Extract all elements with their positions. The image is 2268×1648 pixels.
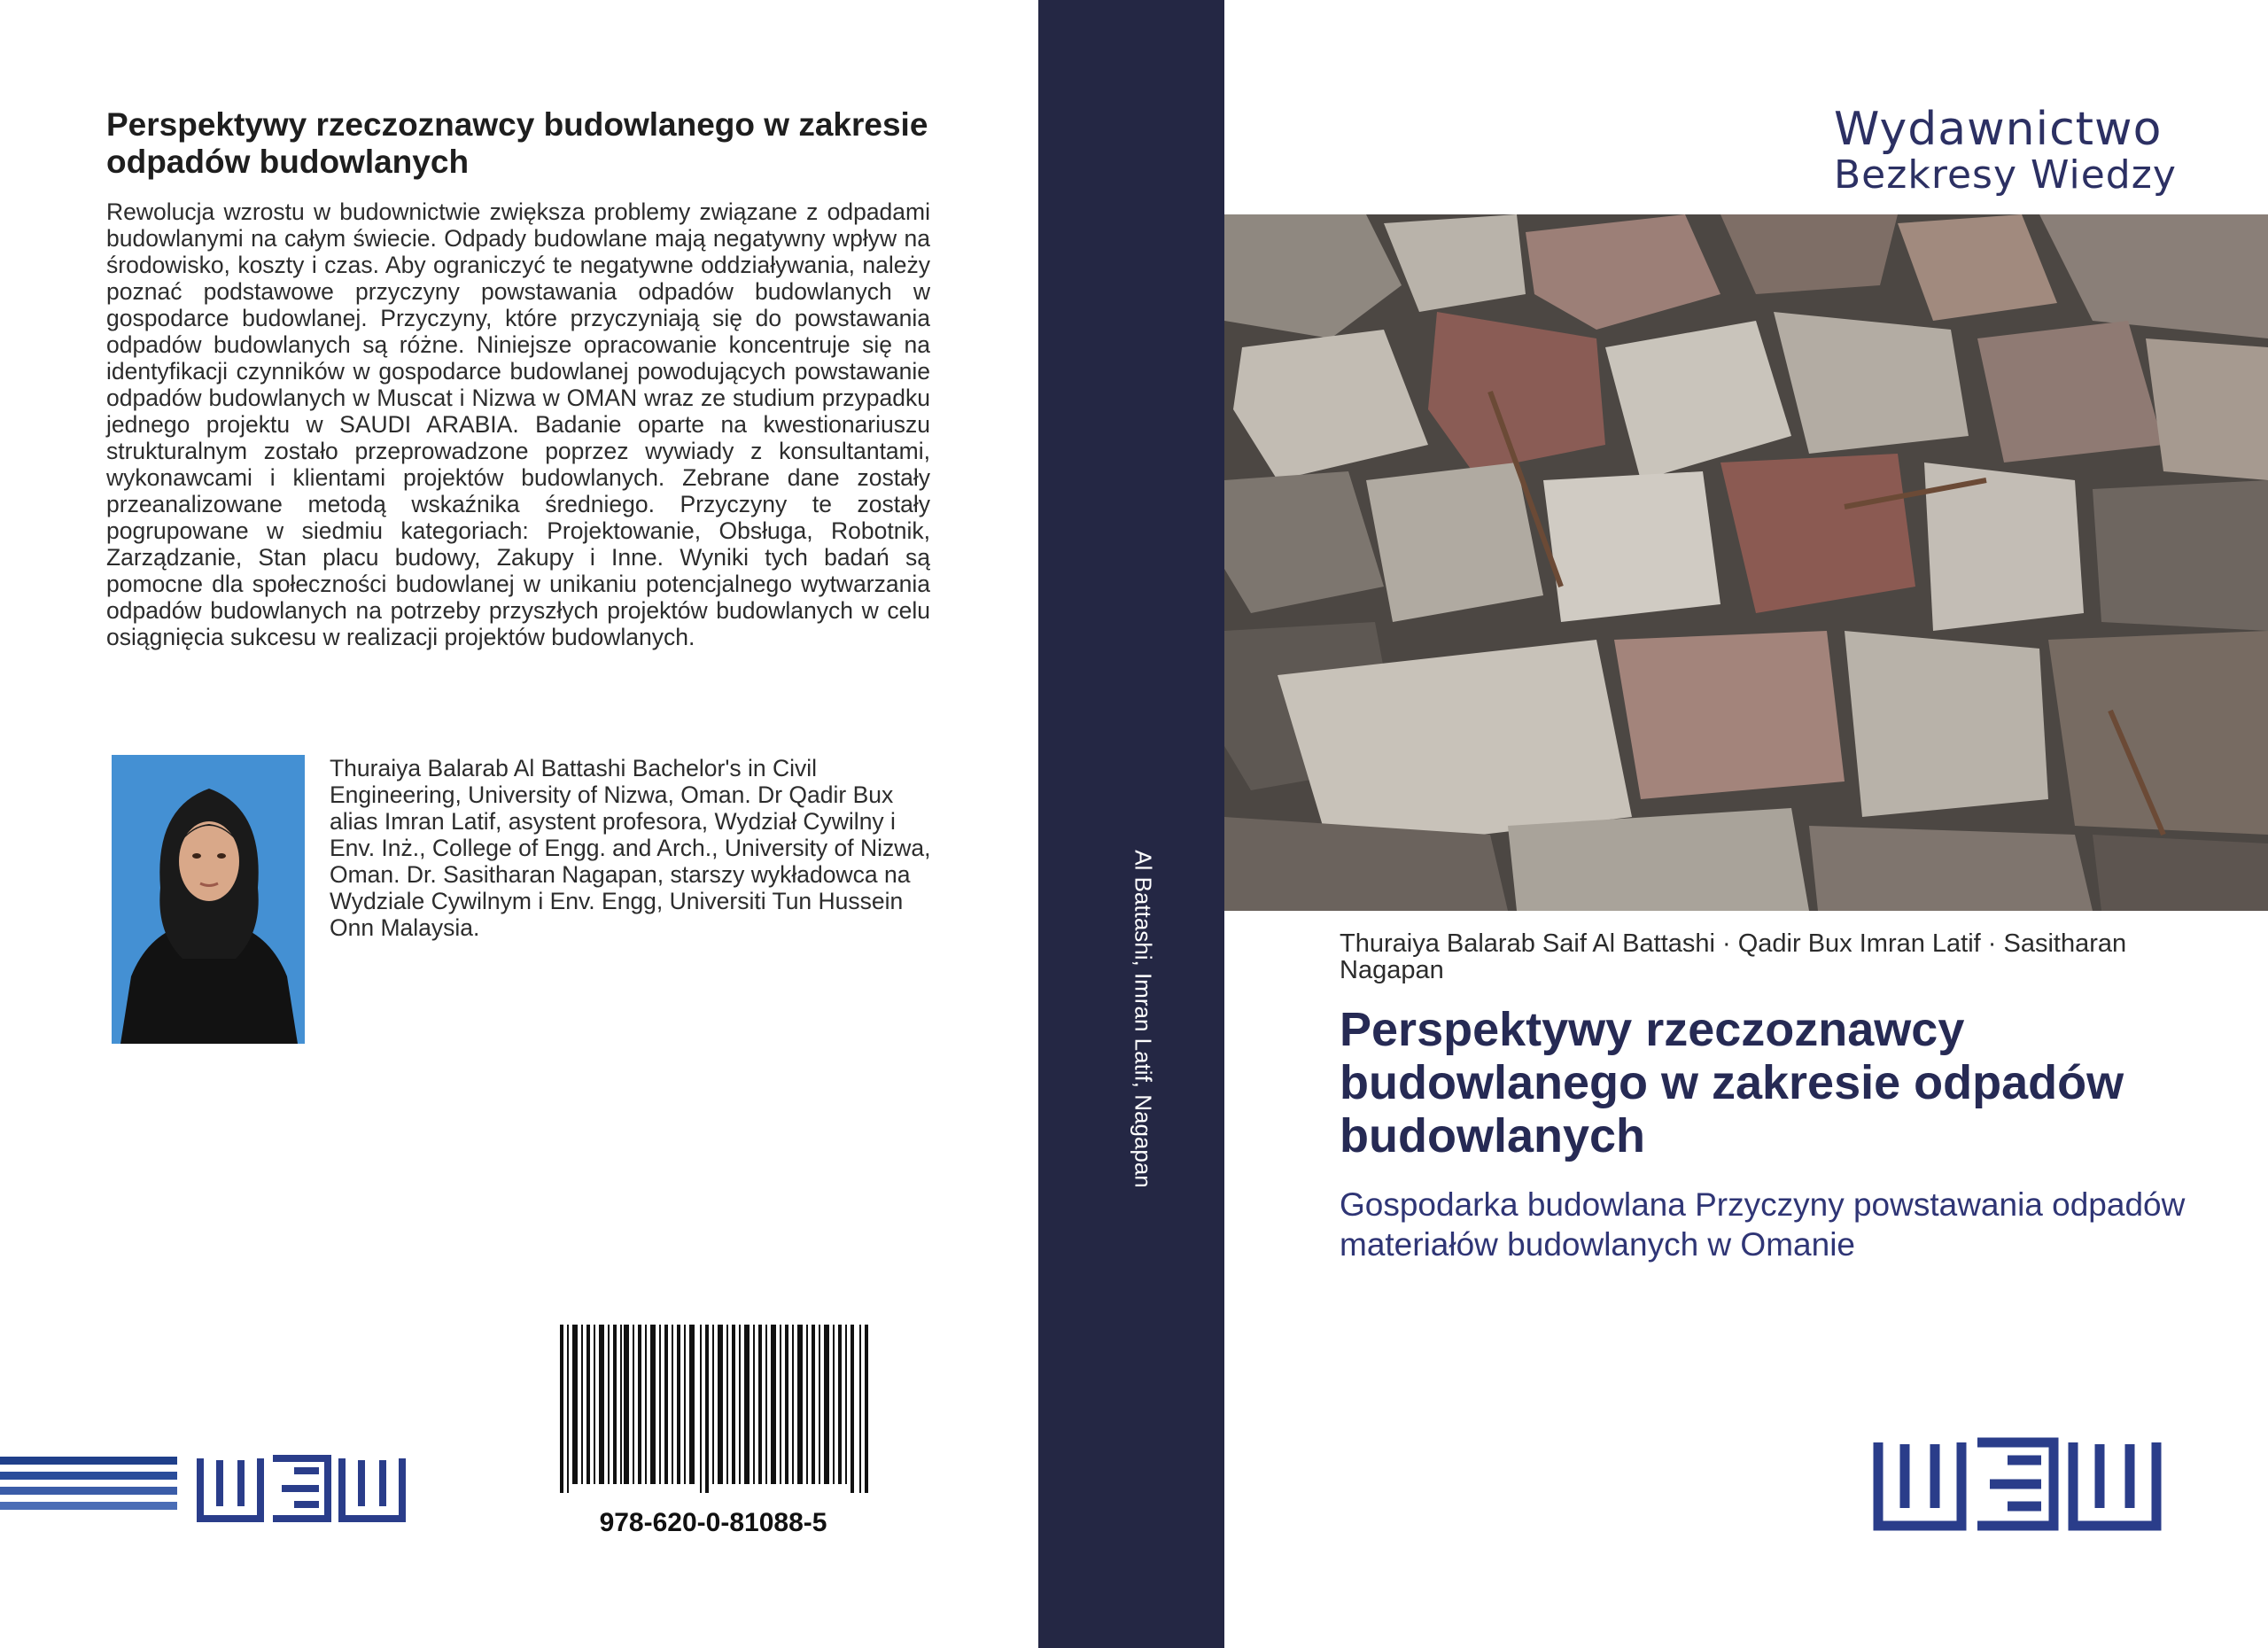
back-cover-title: Perspektywy rzeczoznawcy budowlanego w zakresie odpadów budowlanych <box>106 106 928 180</box>
front-cover-authors: Thuraiya Balarab Saif Al Battashi · Qadir Bux Imran Latif · Sasitharan Nagapan <box>1340 929 2127 984</box>
barcode <box>558 1325 868 1493</box>
isbn: 978-620-0-81088-5 <box>599 1508 827 1537</box>
front-cover-subtitle: Gospodarka budowlana Przyczyny powstawania odpadów materiałów budowlanych w Omanie <box>1340 1186 2186 1263</box>
spine-authors: Al Battashi, Imran Latif, Nagapan <box>1130 850 1157 1188</box>
publisher-logo <box>195 1453 408 1526</box>
back-cover <box>0 0 1038 1648</box>
front-cover-title: Perspektywy rzeczoznawcy budowlanego w zakresie odpadów budowlanych <box>1340 1003 2124 1162</box>
logo-stripes <box>0 1453 177 1524</box>
cover-photo-rubble <box>1224 214 2268 911</box>
publisher-line-2: Bezkresy Wiedzy <box>1834 152 2177 198</box>
spine <box>1038 0 1224 1648</box>
publisher-wordmark <box>1834 105 2188 197</box>
back-cover-blurb: Rewolucja wzrostu w budownictwie zwiększa problemy związane z odpadami budowlanymi na całym świecie. Odpady budowlane mają negatywny wpływ na środowisko, koszty i czas. Aby ograniczyć te negatywne oddziaływania, należy poznać podstawowe przyczyny powstawania odpadów budowlanych w gospodarce budowlanej. Przyczyny, które przyczyniają się do powstawania odpadów budowlanych są różne. Niniejsze opracowanie koncentruje się na identyfikacji czynników w gospodarce budowlanej powodujących powstawanie odpadów budowlanych w Muscat i Nizwa w OMAN wraz ze studium przypadku jednego projektu w SAUDI ARABIA. Badanie oparte na kwestionariuszu strukturalnym zostało przeprowadzone poprzez wywiady z konsultantami, wykonawcami i klientami projektów budowlanych. Zebrane dane zostały przeanalizowane metodą wskaźnika średniego. Przyczyny te zostały pogrupowane w siedmiu kategoriach: Projektowanie, Obsługa, Robotnik, Zarządzanie, Stan placu budowy, Zakupy i Inne. Wyniki tych badań są pomocne dla społeczności budowlanej w unikaniu potencjalnego wytwarzania odpadów budowlanych na potrzeby przyszłych projektów budowlanych w celu osiągnięcia sukcesu w realizacji projektów budowlanych. <box>106 198 930 650</box>
publisher-logo-front <box>1871 1435 2163 1535</box>
author-photo <box>112 755 305 1044</box>
publisher-line-1: Wydawnictwo <box>1834 103 2163 156</box>
author-bio: Thuraiya Balarab Al Battashi Bachelor's in Civil Engineering, University of Nizwa, Oman. Dr Qadir Bux alias Imran Latif, asystent profesora, Wydział Cywilny i Env. Inż., College of Engg. and Arch., University of Nizwa, Oman. Dr. Sasitharan Nagapan, starszy wykładowca na Wydziale Cywilnym i Env. Engg, Universiti Tun Hussein Onn Malaysia. <box>330 755 931 941</box>
